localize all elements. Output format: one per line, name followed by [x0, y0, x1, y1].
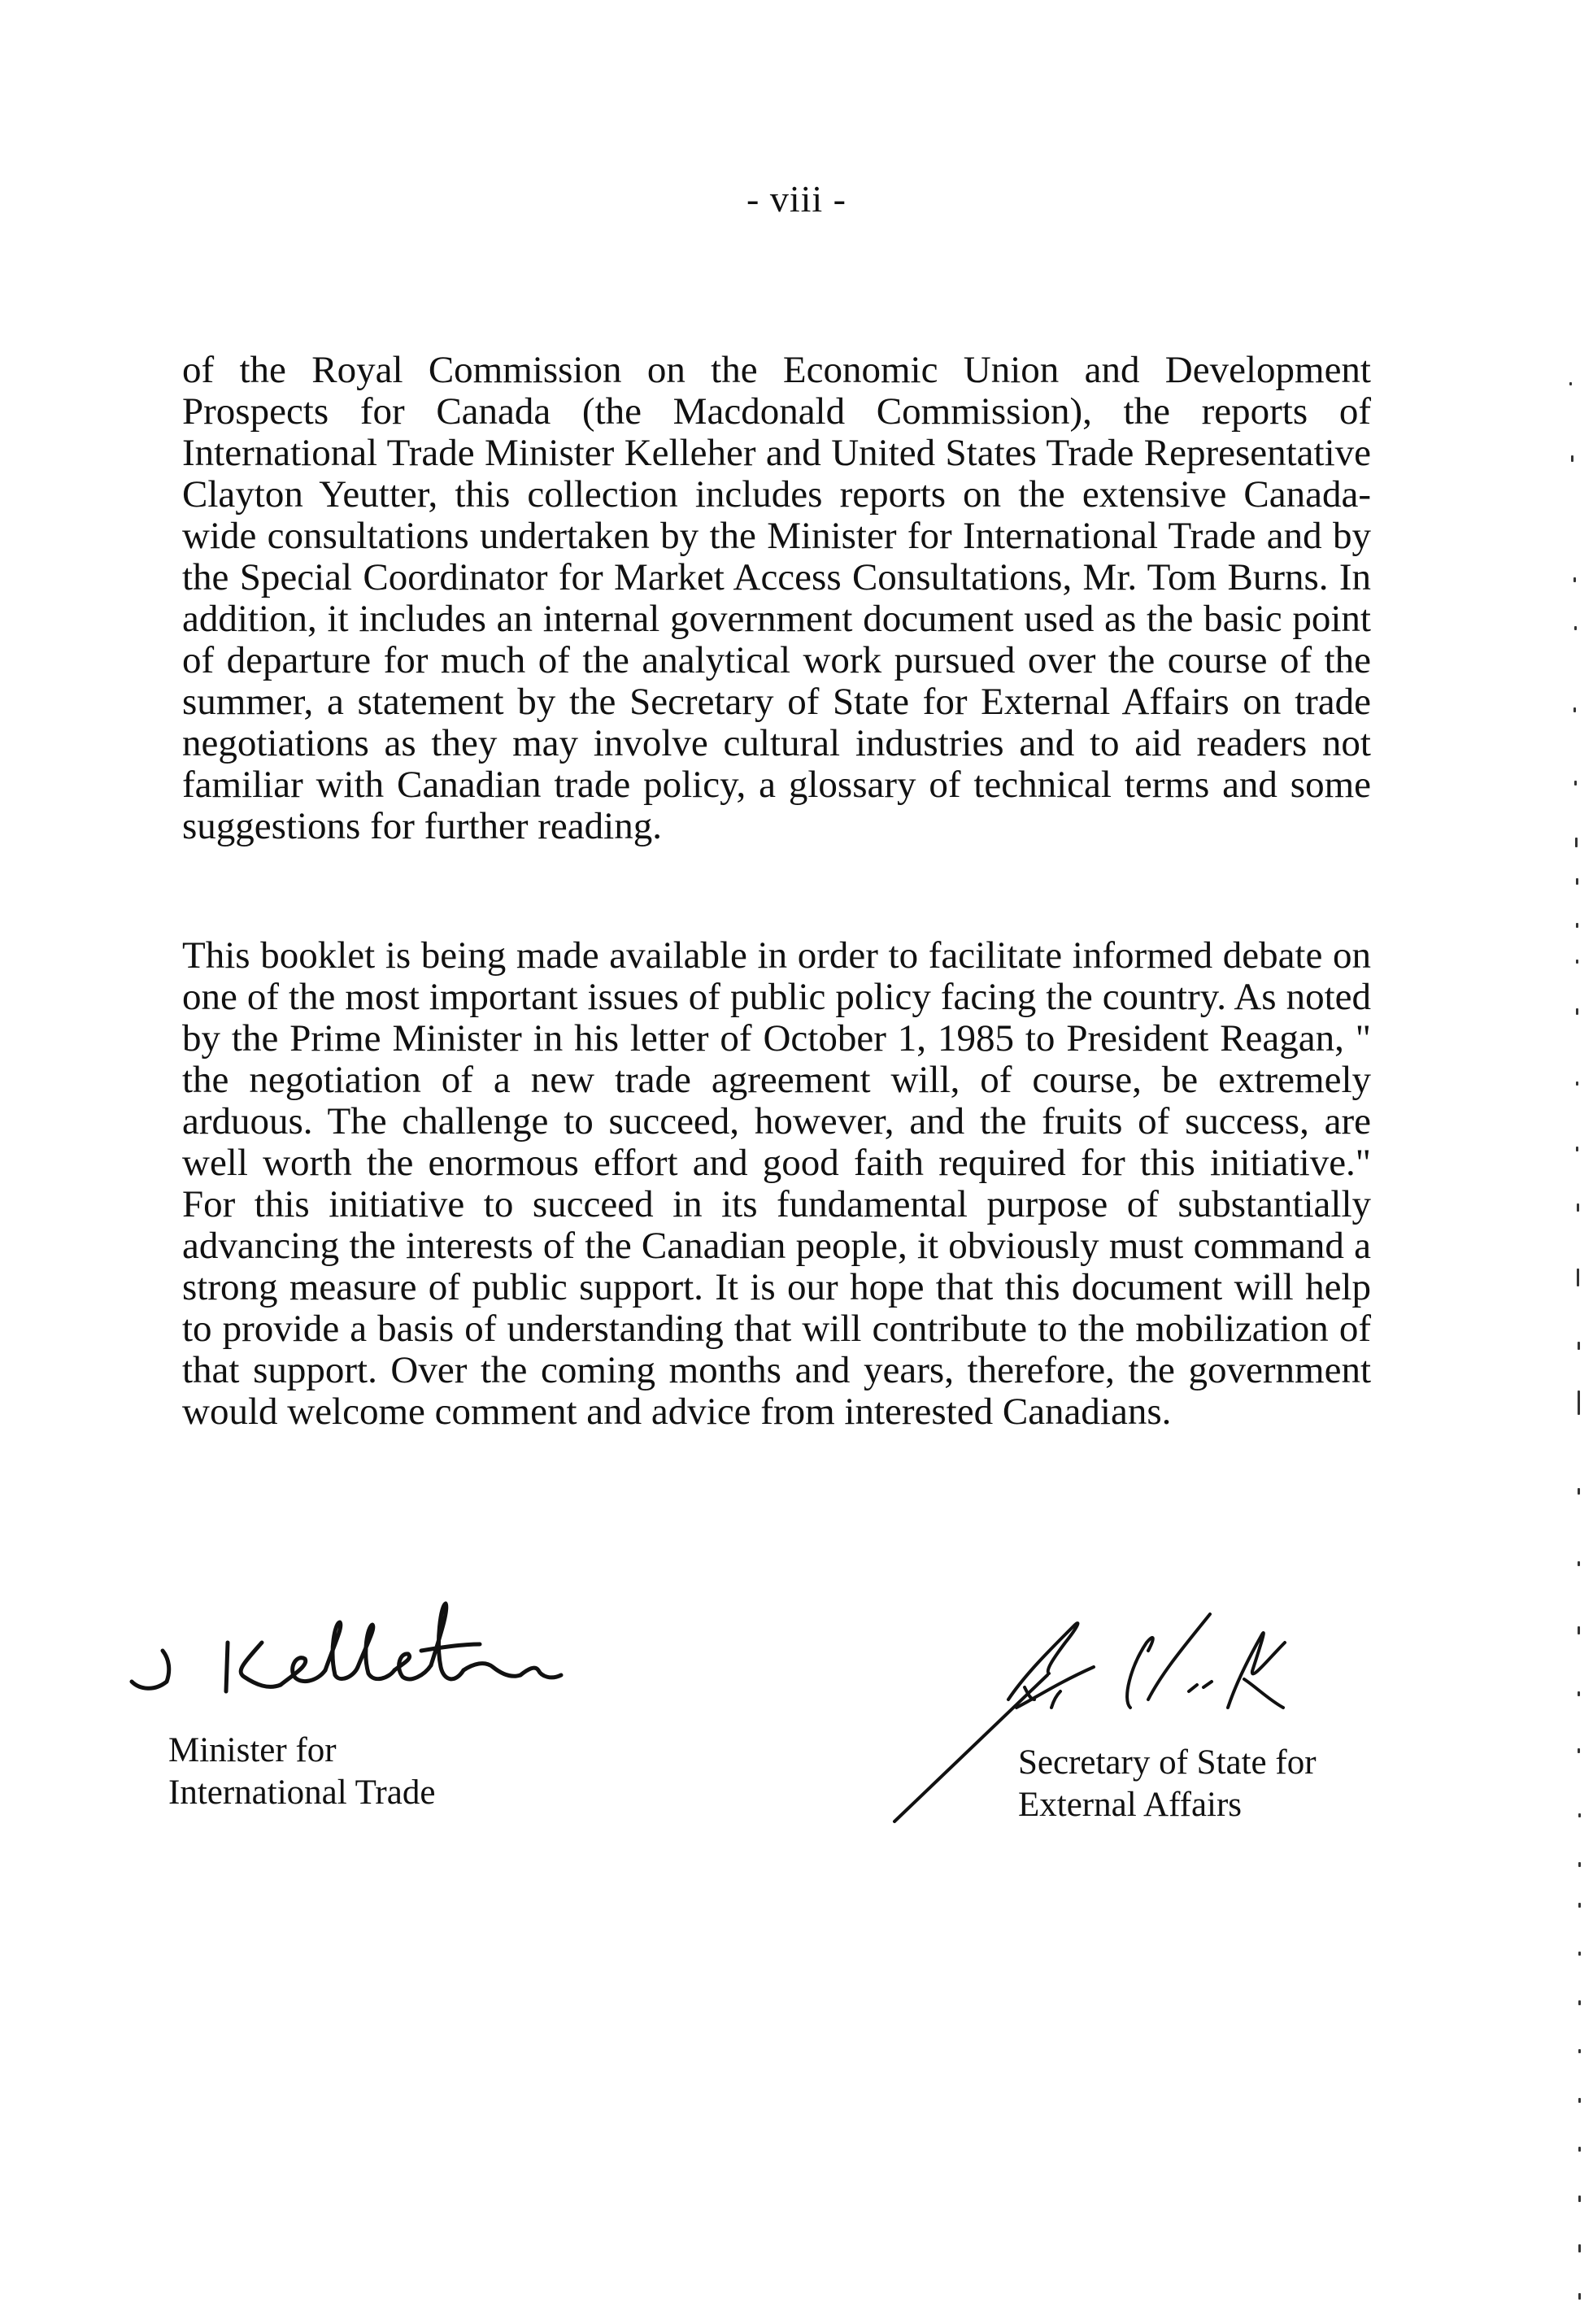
- scan-speck: [1578, 1561, 1580, 1566]
- body-paragraph-1: of the Royal Commission on the Economic Union and Development Prospects for Canada (the Macdonald Commission), the reports of International Trade Minister Kelleher and United States Trade Representative Clayton Yeutter, this collection includes reports on the extensive Canada-wide consultations undertaken by the Minister for International Trade and by the Special Coordinator for Market Access Consultations, Mr. Tom Burns. In addition, it includes an internal government document used as the basic point of departure for much of the analytical work pursued over the course of the summer, a statement by the Secretary of State for External Affairs on trade negotiations as they may involve cultural industries and to aid readers not familiar with Canadian trade policy, a glossary of technical terms and some suggestions for further reading.: [182, 349, 1371, 847]
- scan-speck: [1578, 1748, 1580, 1753]
- scan-speck: [1576, 1008, 1578, 1015]
- scan-speck: [1573, 577, 1576, 582]
- scan-speck: [1573, 707, 1576, 712]
- minister-signature: [122, 1586, 602, 1708]
- scan-speck: [1578, 1691, 1580, 1696]
- scan-speck: [1578, 2049, 1581, 2053]
- body-paragraph-2: This booklet is being made available in order to facilitate informed debate on one of the most important issues of public policy facing the country. As noted by the Prime Minister in his letter of October 1, 1985 to President Reagan, " the negotiation of a new trade agreement will, of course, be extremely arduous. The challenge to succeed, however, and the fruits of success, are well worth the enormous effort and good faith required for this initiative." For this initiative to succeed in its fundamental purpose of substantially advancing the interests of the Canadian people, it obviously must command a strong measure of public support. It is our hope that this document will help to provide a basis of understanding that will contribute to the mobilization of that support. Over the coming months and years, therefore, the government would welcome comment and advice from interested Canadians.: [182, 934, 1371, 1433]
- scan-speck: [1577, 1269, 1579, 1286]
- scan-speck: [1571, 455, 1573, 462]
- scan-speck: [1578, 1952, 1581, 1956]
- scan-speck: [1578, 1862, 1581, 1867]
- scan-speck: [1578, 1626, 1580, 1634]
- scan-speck: [1578, 1342, 1580, 1350]
- scan-speck: [1578, 2147, 1581, 2152]
- scan-speck: [1576, 1081, 1578, 1086]
- scan-speck: [1578, 2244, 1581, 2252]
- scan-speck: [1576, 960, 1578, 964]
- page-number: - viii -: [746, 178, 847, 220]
- minister-signature-block: [168, 1730, 435, 1814]
- scan-speck: [1578, 1903, 1581, 1908]
- scan-speck: [1577, 1203, 1579, 1212]
- scan-speck: [1578, 2293, 1581, 2300]
- secretary-signature-block: [1018, 1742, 1317, 1826]
- scan-speck: [1578, 1488, 1580, 1495]
- scan-speck: [1578, 2000, 1581, 2005]
- scan-speck: [1574, 626, 1577, 630]
- scan-speck: [1569, 382, 1572, 385]
- minister-title-line-2: International Trade: [168, 1773, 436, 1812]
- scan-speck: [1578, 1813, 1581, 1817]
- scan-speck: [1574, 781, 1577, 786]
- minister-title-line-1: Minister for: [168, 1731, 337, 1769]
- secretary-title-line-2: External Affairs: [1018, 1786, 1243, 1824]
- scan-speck: [1578, 2196, 1581, 2202]
- scan-speck: [1575, 838, 1578, 847]
- scan-speck: [1578, 1390, 1580, 1415]
- scan-speck: [1578, 2098, 1581, 2103]
- scan-speck: [1576, 1147, 1578, 1151]
- secretary-title-line-1: Secretary of State for: [1018, 1743, 1317, 1782]
- scan-speck: [1576, 878, 1578, 885]
- scan-speck: [1576, 923, 1578, 928]
